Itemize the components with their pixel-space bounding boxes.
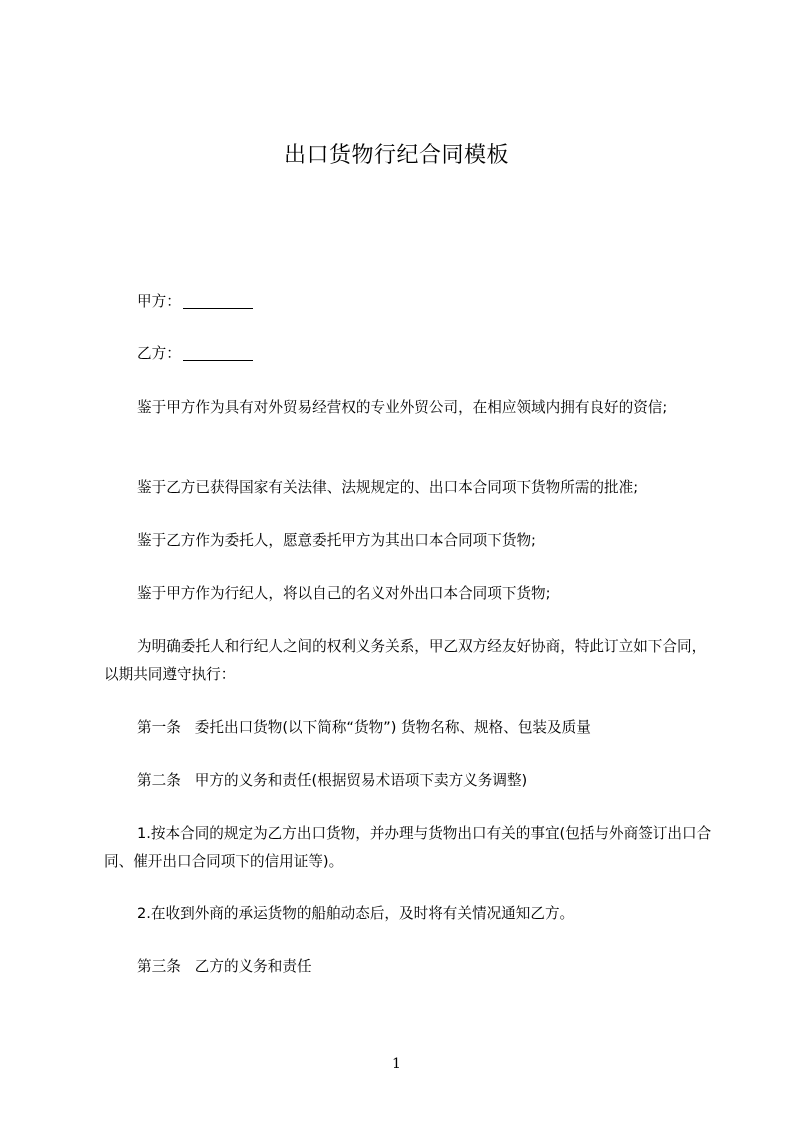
- page-number: 1: [392, 1056, 401, 1072]
- article-2-clause-2: 2.在收到外商的承运货物的船舶动态后，及时将有关情况通知乙方。: [137, 905, 575, 922]
- party-b-line: [104, 340, 716, 368]
- article-2-clause-1: 1.按本合同的规定为乙方出口货物，并办理与货物出口有关的事宜(包括与外商签订出口合同、催开出口合同项下的信用证等)。: [104, 825, 712, 870]
- recital-paragraph-2: 鉴于乙方已获得国家有关法律、法规规定的、出口本合同项下货物所需的批准;: [137, 479, 639, 496]
- article-3-text: 乙方的义务和责任: [194, 958, 312, 975]
- party-b-label: 乙方：: [137, 345, 181, 362]
- article-2-text: 甲方的义务和责任(根据贸易术语项下卖方义务调整): [194, 772, 528, 789]
- article-3: [104, 953, 716, 981]
- article-3-label: 第三条: [137, 958, 181, 975]
- article-2: [104, 767, 716, 795]
- party-b-blank: [183, 344, 253, 361]
- party-a-line: [104, 288, 716, 316]
- article-1: [104, 714, 716, 742]
- article-2-label: 第二条: [137, 772, 181, 789]
- document-title: 出口货物行纪合同模板: [283, 143, 509, 168]
- article-1-label: 第一条: [137, 719, 181, 736]
- article-1-text: 委托出口货物(以下简称“货物”) 货物名称、规格、包装及质量: [194, 719, 591, 736]
- recital-paragraph-3: 鉴于乙方作为委托人，愿意委托甲方为其出口本合同项下货物;: [137, 532, 536, 549]
- party-a-label: 甲方：: [137, 293, 181, 310]
- recital-paragraph-4: 鉴于甲方作为行纪人，将以自己的名义对外出口本合同项下货物;: [137, 585, 551, 602]
- party-a-blank: [183, 292, 253, 309]
- recital-paragraph-5: 为明确委托人和行纪人之间的权利义务关系，甲乙双方经友好协商，特此订立如下合同，以期共同遵守执行：: [104, 638, 707, 683]
- recital-paragraph-1: 鉴于甲方作为具有对外贸易经营权的专业外贸公司，在相应领域内拥有良好的资信;: [137, 399, 668, 416]
